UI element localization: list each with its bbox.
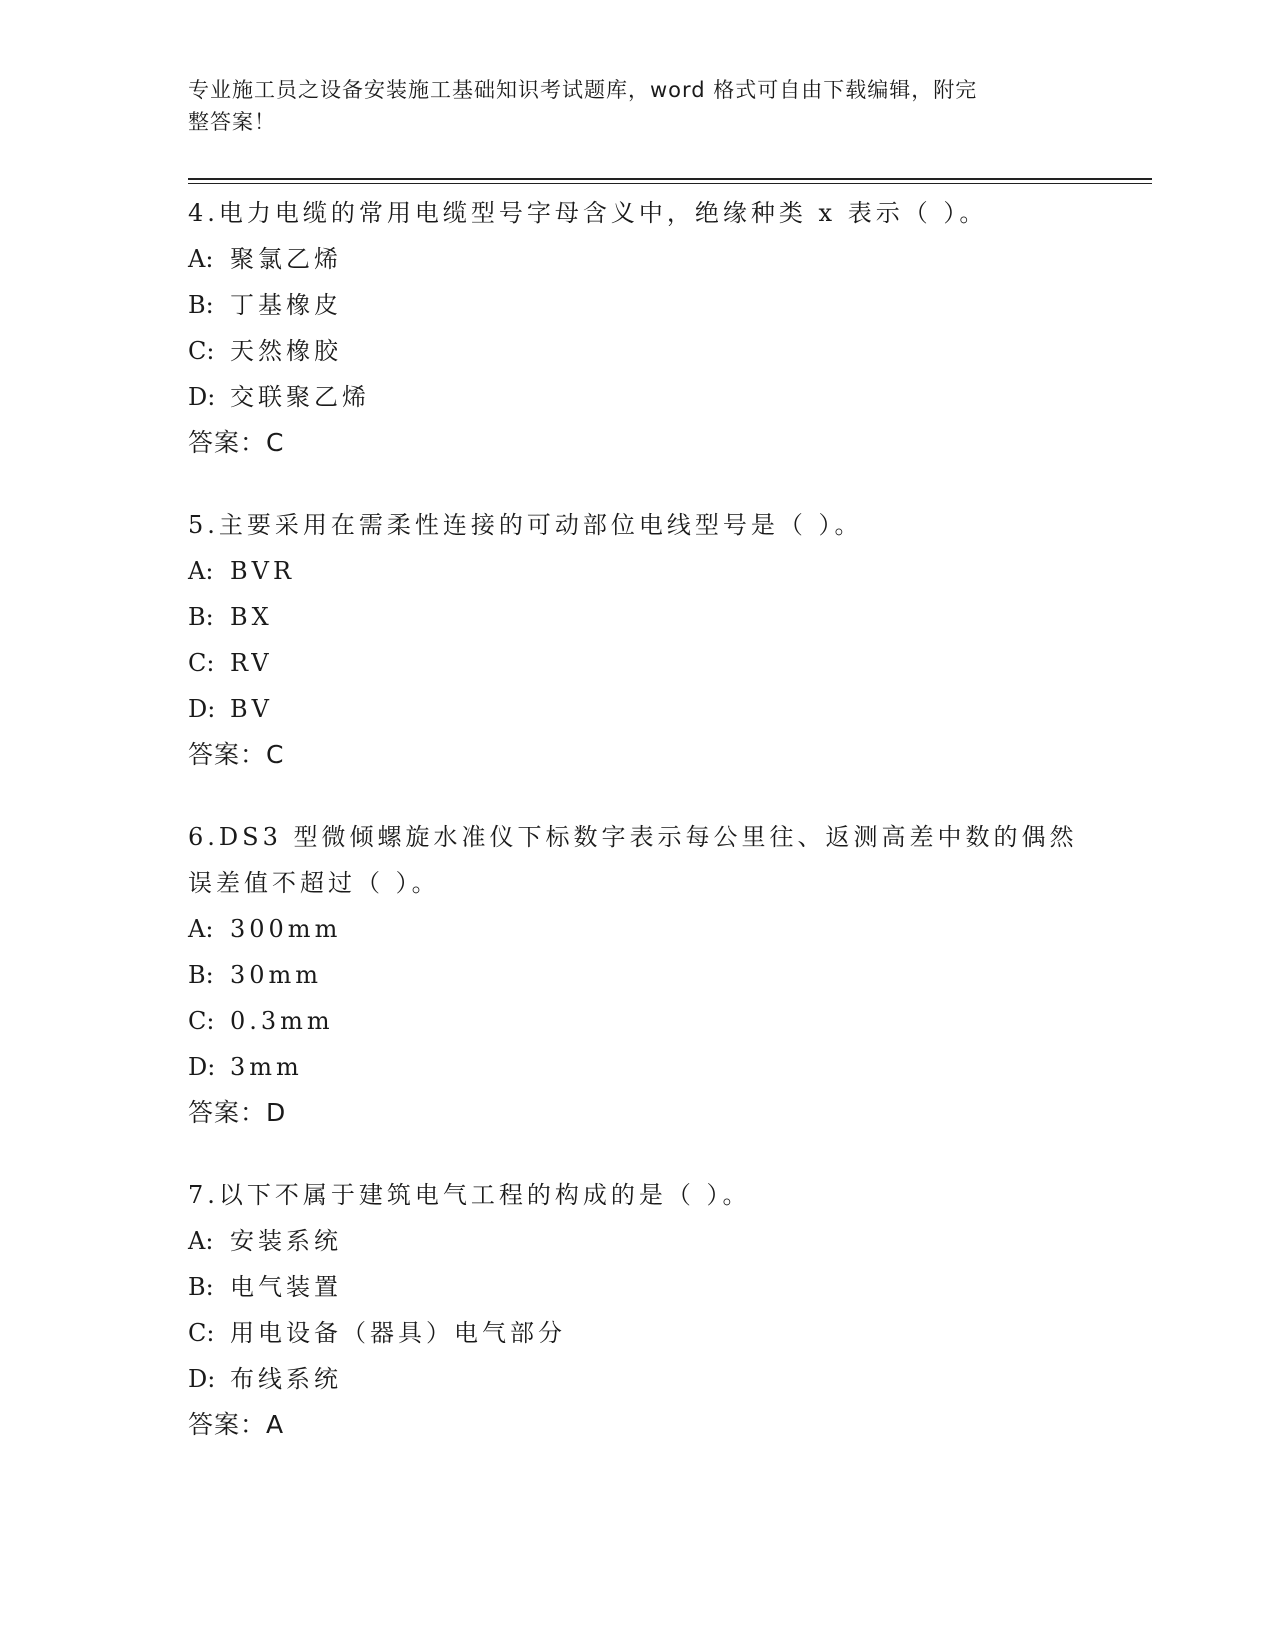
option-letter: D:	[188, 1365, 216, 1393]
option-b	[188, 282, 1088, 328]
option-c	[188, 328, 1088, 374]
option-text: 安装系统	[230, 1227, 342, 1255]
question-4	[188, 190, 1088, 466]
header-line-1: 专业施工员之设备安装施工基础知识考试题库，word 格式可自由下载编辑，附完	[188, 78, 978, 102]
option-letter: B:	[188, 1273, 214, 1301]
option-text: 3mm	[230, 1053, 303, 1081]
answer: 答案：C	[188, 740, 285, 769]
option-a	[188, 548, 1088, 594]
option-letter: B:	[188, 603, 214, 631]
option-letter: A:	[188, 1227, 214, 1255]
header-rule-thin	[188, 183, 1152, 184]
option-text: 0.3mm	[230, 1007, 334, 1035]
option-text: 电气装置	[230, 1273, 342, 1301]
option-letter: A:	[188, 245, 214, 273]
option-letter: D:	[188, 695, 216, 723]
option-letter: D:	[188, 1053, 216, 1081]
option-d	[188, 1044, 1088, 1090]
question-text: 7.以下不属于建筑电气工程的构成的是（ ）。	[188, 1181, 751, 1209]
option-text: BV	[230, 695, 273, 723]
option-text: BX	[230, 603, 273, 631]
option-text: 聚氯乙烯	[230, 245, 342, 273]
option-d	[188, 686, 1088, 732]
question-7	[188, 1172, 1088, 1448]
header-line-2: 整答案！	[188, 110, 276, 134]
option-letter: C:	[188, 337, 215, 365]
option-letter: D:	[188, 383, 216, 411]
option-text: 30mm	[230, 961, 323, 989]
option-d	[188, 374, 1088, 420]
answer: 答案：C	[188, 428, 285, 457]
header-rule-thick	[188, 178, 1152, 180]
option-b	[188, 1264, 1088, 1310]
option-b	[188, 952, 1088, 998]
question-5	[188, 502, 1088, 778]
option-letter: B:	[188, 961, 214, 989]
option-letter: A:	[188, 557, 214, 585]
answer: 答案：A	[188, 1410, 285, 1439]
question-list	[188, 190, 1088, 1484]
option-text: 布线系统	[230, 1365, 342, 1393]
question-text: 4.电力电缆的常用电缆型号字母含义中，绝缘种类 x 表示（ ）。	[188, 199, 988, 227]
option-a	[188, 236, 1088, 282]
option-text: 天然橡胶	[230, 337, 342, 365]
option-letter: B:	[188, 291, 214, 319]
option-b	[188, 594, 1088, 640]
option-a	[188, 906, 1088, 952]
option-c	[188, 1310, 1088, 1356]
option-d	[188, 1356, 1088, 1402]
option-letter: C:	[188, 649, 215, 677]
option-text: BVR	[230, 557, 296, 585]
question-6	[188, 814, 1088, 1136]
question-text: 6.DS3 型微倾螺旋水准仪下标数字表示每公里往、返测高差中数的偶然误差值不超过（ ）。	[188, 823, 1078, 897]
answer: 答案：D	[188, 1098, 287, 1127]
question-text: 5.主要采用在需柔性连接的可动部位电线型号是（ ）。	[188, 511, 863, 539]
option-c	[188, 998, 1088, 1044]
option-text: 用电设备（器具）电气部分	[230, 1319, 566, 1347]
option-letter: A:	[188, 915, 214, 943]
document-header	[188, 74, 1068, 138]
option-text: 300mm	[230, 915, 342, 943]
option-letter: C:	[188, 1007, 215, 1035]
option-text: 交联聚乙烯	[230, 383, 370, 411]
option-c	[188, 640, 1088, 686]
option-text: 丁基橡皮	[230, 291, 342, 319]
option-text: RV	[230, 649, 273, 677]
option-a	[188, 1218, 1088, 1264]
option-letter: C:	[188, 1319, 215, 1347]
